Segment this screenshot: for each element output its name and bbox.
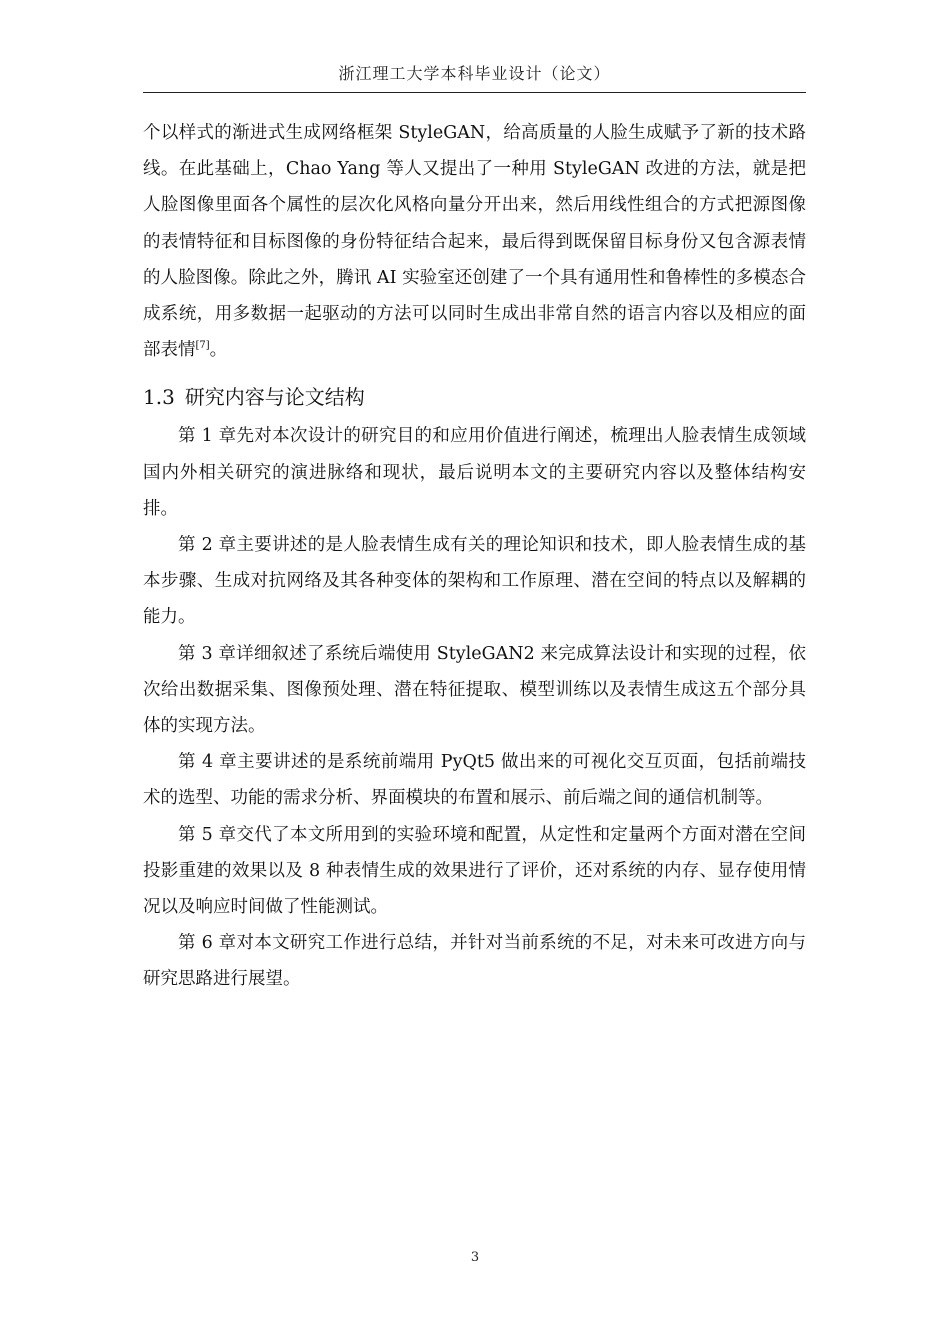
intro-paragraph: [143, 115, 806, 368]
chapter-4-paragraph: 第 4 章主要讲述的是系统前端用 PyQt5 做出来的可视化交互页面，包括前端技术的选型、功能的需求分析、界面模块的布置和展示、前后端之间的通信机制等。: [143, 752, 806, 809]
chapter-6-paragraph: 第 6 章对本文研究工作进行总结，并针对当前系统的不足，对未来可改进方向与研究思路进行展望。: [143, 933, 806, 990]
chapter-3-paragraph: 第 3 章详细叙述了系统后端使用 StyleGAN2 来完成算法设计和实现的过程，依次给出数据采集、图像预处理、潜在特征提取、模型训练以及表情生成这五个部分具体的实现方法。: [143, 643, 806, 737]
section-heading: [143, 378, 806, 416]
intro-paragraph-text: 个以样式的渐进式生成网络框架 StyleGAN，给高质量的人脸生成赋予了新的技术路线。在此基础上，Chao Yang 等人又提出了一种用 StyleGAN 改进的方法，就是把人脸图像里面各个属性的层次化风格向量分开出来，然后用线性组合的方式把源图像的表情特征和目标图像的身份特征结合起来，最后得到既保留目标身份又包含源表情的人脸图像。除此之外，腾讯 AI 实验室还创建了一个具有通用性和鲁棒性的多模态合成系统，用多数据一起驱动的方法可以同时生成出非常自然的语言内容以及相应的面部表情: [143, 123, 806, 361]
page-body: [143, 115, 806, 998]
chapter-5-paragraph: 第 5 章交代了本文所用到的实验环境和配置，从定性和定量两个方面对潜在空间投影重建的效果以及 8 种表情生成的效果进行了评价，还对系统的内存、显存使用情况以及响应时间做了性能测试。: [143, 824, 806, 918]
chapter-2-paragraph: 第 2 章主要讲述的是人脸表情生成有关的理论知识和技术，即人脸表情生成的基本步骤、生成对抗网络及其各种变体的架构和工作原理、潜在空间的特点以及解耦的能力。: [143, 535, 806, 628]
header-title: 浙江理工大学本科毕业设计（论文）: [338, 64, 611, 83]
citation-reference: [7]: [195, 340, 210, 352]
page-number: 3: [470, 1250, 480, 1265]
section-title: 研究内容与论文结构: [184, 385, 365, 410]
page-header: [143, 62, 806, 93]
chapter-1-paragraph: 第 1 章先对本次设计的研究目的和应用价值进行阐述，梳理出人脸表情生成领域国内外相关研究的演进脉络和现状，最后说明本文的主要研究内容以及整体结构安排。: [143, 426, 806, 519]
section-number: 1.3: [143, 385, 175, 410]
intro-paragraph-tail: 。: [209, 340, 228, 361]
